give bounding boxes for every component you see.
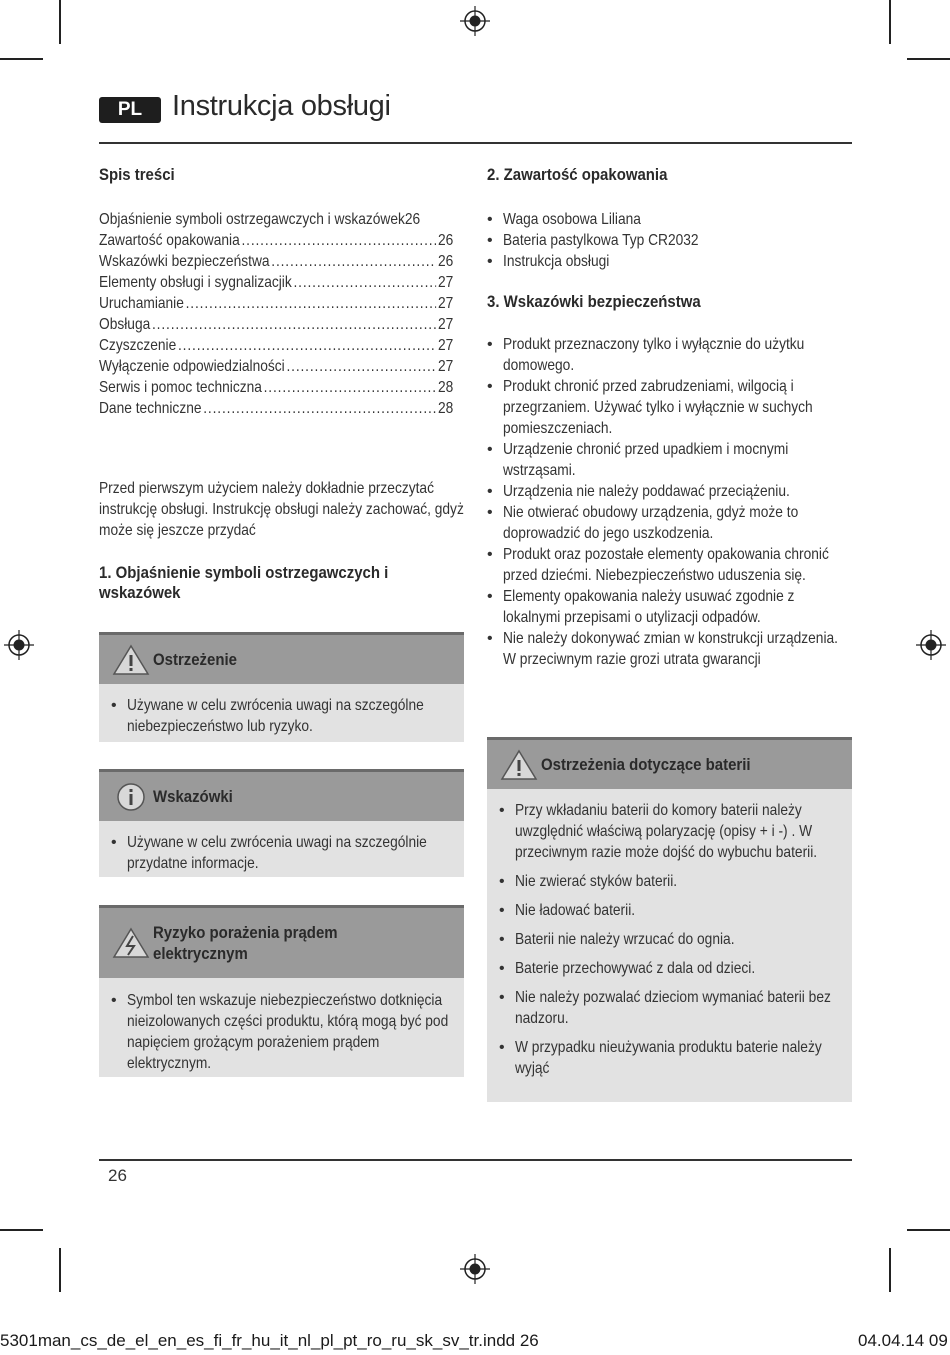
list-item bbox=[487, 230, 852, 251]
list-item-text: • Używane w celu zwrócenia uwagi na szczególne niebezpieczeństwo lub ryzyko. bbox=[127, 697, 424, 735]
list-item-text: • Elementy opakowania należy usuwać zgodnie z lokalnymi przepisami o utylizacji odpadów. bbox=[503, 588, 795, 626]
list-item-text: • Nie zwierać styków baterii. bbox=[515, 873, 678, 890]
list-item bbox=[487, 481, 852, 502]
toc-item-page: 28 bbox=[438, 400, 454, 417]
list-item-text: • Produkt przeznaczony tylko i wyłącznie do użytku domowego. bbox=[503, 336, 805, 374]
electric-shock-box-header bbox=[99, 905, 464, 978]
registration-mark-icon bbox=[916, 630, 946, 660]
list-item bbox=[111, 990, 454, 1074]
toc-item-page: 26 bbox=[438, 253, 454, 270]
electric-shock-box bbox=[99, 905, 464, 1077]
crop-mark bbox=[59, 1248, 61, 1292]
list-item-text: • Nie należy dokonywać zmian w konstrukcji urządzenia. W przeciwnym razie grozi utrata gwarancji bbox=[503, 630, 838, 668]
electric-shock-box-title-line: Ryzyko porażenia prądem bbox=[153, 923, 338, 942]
list-item-text: • Produkt oraz pozostałe elementy opakowania chronić przed dziećmi. Niebezpieczeństwo uduszenia się. bbox=[503, 546, 829, 584]
list-item-text: • Używane w celu zwrócenia uwagi na szczególnie przydatne informacje. bbox=[127, 834, 427, 872]
list-item-text: • Bateria pastylkowa Typ CR2032 bbox=[503, 232, 699, 249]
list-item bbox=[499, 929, 839, 950]
crop-mark bbox=[907, 1229, 950, 1231]
toc-item-label: Objaśnienie symboli ostrzegawczych i wskazówek bbox=[99, 211, 405, 228]
list-item-text: • Nie ładować baterii. bbox=[515, 902, 636, 919]
right-column bbox=[487, 160, 852, 670]
section-1-heading bbox=[99, 563, 464, 603]
section-3-heading: 3. Wskazówki bezpieczeństwa bbox=[487, 292, 701, 311]
toc-item-page: 28 bbox=[438, 379, 454, 396]
toc-item bbox=[99, 335, 453, 356]
package-contents-list bbox=[487, 209, 852, 272]
list-item bbox=[487, 251, 852, 272]
header-divider bbox=[99, 142, 852, 144]
list-item-text: • Baterii nie należy wrzucać do ognia. bbox=[515, 931, 735, 948]
list-item-text: • Instrukcja obsługi bbox=[503, 253, 610, 270]
file-slug: 5301man_cs_de_el_en_es_fi_fr_hu_it_nl_pl_pt_ro_ru_sk_sv_tr.indd 26 bbox=[0, 1331, 539, 1350]
toc-item-label: Zawartość opakowania bbox=[99, 232, 240, 249]
list-item bbox=[487, 502, 852, 544]
toc-item bbox=[99, 209, 453, 230]
warning-box-text bbox=[111, 695, 454, 737]
language-badge: PL bbox=[99, 97, 161, 123]
page-title: Instrukcja obsługi bbox=[172, 90, 391, 122]
battery-warning-box-title: Ostrzeżenia dotyczące baterii bbox=[541, 755, 751, 774]
footer-divider bbox=[99, 1159, 852, 1161]
list-item bbox=[499, 800, 839, 863]
electric-shock-box-title-line: elektrycznym bbox=[153, 944, 248, 963]
toc-item-page: 26 bbox=[438, 232, 454, 249]
toc-item bbox=[99, 251, 453, 272]
toc-item-label: Wskazówki bezpieczeństwa bbox=[99, 253, 270, 270]
list-item-text: • Produkt chronić przed zabrudzeniami, wilgocią i przegrzaniem. Używać tylko i wyłącznie w suchych pomieszczeniach. bbox=[503, 378, 813, 437]
list-item bbox=[487, 628, 852, 670]
section-1-heading-line: wskazówek bbox=[99, 583, 181, 602]
toc-item bbox=[99, 314, 453, 335]
list-item bbox=[487, 439, 852, 481]
list-item-text: • W przypadku nieużywania produktu baterie należy wyjąć bbox=[515, 1039, 822, 1077]
toc-item-label: Serwis i pomoc techniczna bbox=[99, 379, 262, 396]
page-number: 26 bbox=[108, 1166, 127, 1185]
tips-box-header bbox=[99, 769, 464, 821]
toc-item bbox=[99, 398, 453, 419]
warning-box-header bbox=[99, 632, 464, 684]
crop-mark bbox=[0, 1229, 43, 1231]
list-item bbox=[487, 334, 852, 376]
list-item bbox=[487, 544, 852, 586]
toc-item-page: 26 bbox=[404, 211, 421, 228]
left-column bbox=[99, 160, 464, 603]
info-icon bbox=[109, 779, 153, 815]
crop-mark bbox=[907, 58, 950, 60]
list-item bbox=[487, 209, 852, 230]
list-item-text: • Urządzenie chronić przed upadkiem i mocnymi wstrząsami. bbox=[503, 441, 789, 479]
toc-item bbox=[99, 377, 453, 398]
toc-item-label: Uruchamianie bbox=[99, 295, 184, 312]
crop-mark bbox=[59, 0, 61, 44]
list-item bbox=[499, 958, 839, 979]
crop-mark bbox=[889, 1248, 891, 1292]
toc-item bbox=[99, 356, 453, 377]
toc-item-label: Obsługa bbox=[99, 316, 151, 333]
safety-list bbox=[487, 334, 852, 670]
list-item bbox=[487, 586, 852, 628]
toc-item-label: Dane techniczne bbox=[99, 400, 202, 417]
toc-item-page: 27 bbox=[438, 274, 454, 291]
toc-heading: Spis treści bbox=[99, 165, 175, 184]
list-item bbox=[487, 376, 852, 439]
registration-mark-icon bbox=[460, 1254, 490, 1284]
battery-warning-list bbox=[499, 800, 839, 1079]
battery-warning-box-header bbox=[487, 737, 852, 789]
warning-box bbox=[99, 632, 464, 742]
toc-item bbox=[99, 272, 453, 293]
battery-warning-box bbox=[487, 737, 852, 1102]
list-item bbox=[499, 871, 839, 892]
warning-triangle-icon bbox=[497, 747, 541, 783]
electric-shock-icon bbox=[109, 925, 153, 961]
print-date: 04.04.14 09 bbox=[858, 1331, 948, 1350]
tips-box-title: Wskazówki bbox=[153, 787, 233, 806]
crop-mark bbox=[0, 58, 43, 60]
list-item bbox=[499, 900, 839, 921]
toc-item-label: Wyłączenie odpowiedzialności bbox=[99, 358, 285, 375]
list-item-text: • Waga osobowa Liliana bbox=[503, 211, 641, 228]
registration-mark-icon bbox=[460, 6, 490, 36]
registration-mark-icon bbox=[4, 630, 34, 660]
toc-item-label: Elementy obsługi i sygnalizacjik bbox=[99, 274, 292, 291]
list-item bbox=[499, 1037, 839, 1079]
list-item bbox=[499, 987, 839, 1029]
list-item-text: • Symbol ten wskazuje niebezpieczeństwo dotknięcia nieizolowanych części produktu, którą mogą być pod napięciem grożącym porażeniem prądem elektrycznym. bbox=[127, 992, 449, 1072]
toc-item bbox=[99, 293, 453, 314]
list-item-text: • Nie otwierać obudowy urządzenia, gdyż może to doprowadzić do jego uszkodzenia. bbox=[503, 504, 799, 542]
toc-item-page: 27 bbox=[438, 295, 454, 312]
toc-item-page: 27 bbox=[438, 358, 454, 375]
list-item-text: • Nie należy pozwalać dzieciom wymaniać baterii bez nadzoru. bbox=[515, 989, 831, 1027]
section-1-heading-line: 1. Objaśnienie symboli ostrzegawczych i bbox=[99, 563, 389, 582]
toc-item-page: 27 bbox=[438, 316, 454, 333]
list-item bbox=[111, 695, 454, 737]
electric-shock-box-text bbox=[111, 990, 454, 1074]
electric-shock-box-title bbox=[153, 922, 363, 964]
tips-box bbox=[99, 769, 464, 877]
list-item-text: • Urządzenia nie należy poddawać przeciążeniu. bbox=[503, 483, 790, 500]
crop-mark bbox=[889, 0, 891, 44]
table-of-contents bbox=[99, 209, 464, 419]
toc-item-label: Czyszczenie bbox=[99, 337, 177, 354]
intro-paragraph: Przed pierwszym użyciem należy dokładnie przeczytać instrukcję obsługi. Instrukcję obsługi należy zachować, gdyż może się jeszcze przydać bbox=[99, 480, 464, 539]
warning-triangle-icon bbox=[109, 642, 153, 678]
toc-item bbox=[99, 230, 453, 251]
list-item-text: • Przy wkładaniu baterii do komory baterii należy uwzględnić właściwą polaryzację (opisy + i -) . W przeciwnym razie może dojść do wybuchu baterii. bbox=[515, 802, 818, 861]
tips-box-text bbox=[111, 832, 454, 874]
list-item-text: • Baterie przechowywać z dala od dzieci. bbox=[515, 960, 756, 977]
list-item bbox=[111, 832, 454, 874]
section-2-heading: 2. Zawartość opakowania bbox=[487, 165, 668, 184]
toc-item-page: 27 bbox=[438, 337, 454, 354]
warning-box-title: Ostrzeżenie bbox=[153, 650, 237, 669]
